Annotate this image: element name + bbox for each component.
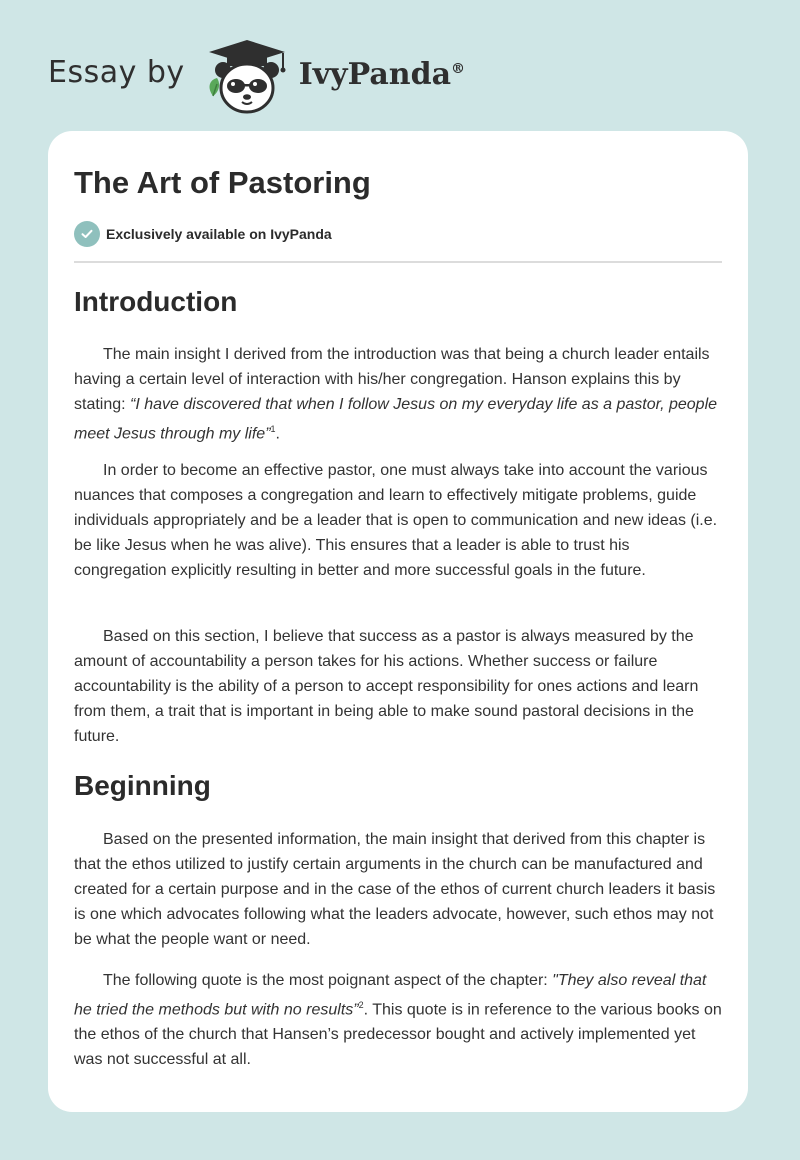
paragraph: Based on the presented information, the main insight that derived from this chapter is that the ethos utilized to justify certain arguments in the church can be manufactured and created for a certain purpose and in the case of the ethos of current church leaders it basis is one which advocates following what the leaders advocate, however, such ethos may not be what the people want or need. (74, 831, 716, 948)
quote: "They also reveal that he tried the methods but with no results” (74, 972, 707, 1019)
site-header (48, 36, 465, 116)
checkmark-icon (74, 221, 100, 247)
section-heading-beginning: Beginning (74, 770, 211, 801)
quote: “I have discovered that when I follow Jesus on my everyday life as a pastor, people meet Jesus through my life” (74, 396, 718, 443)
panda-logo-icon[interactable] (199, 36, 295, 116)
brand-name[interactable]: IvyPanda® (298, 56, 466, 92)
exclusive-badge (74, 221, 332, 247)
paragraph: Based on this section, I believe that success as a pastor is always measured by the amount of accountability a person takes for his actions. Whether success or failure accountability is the ability of a person to accept responsibility for ones actions and learn from them, a trait that is important in being able to make sound pastoral decisions in the future. (74, 628, 699, 745)
essay-by-label: Essay by (48, 54, 185, 90)
divider (74, 261, 722, 263)
footnote-ref[interactable]: 2 (358, 1000, 364, 1010)
article-title: The Art of Pastoring (74, 165, 371, 200)
registered-mark: ® (451, 60, 466, 77)
paragraph: The following quote is the most poignant aspect of the chapter: "They also reveal that he tried the methods but with no results”$^2$. This quote is in reference to the various books on the ethos of the church that Hansen’s predecessor bought and actively implemented yet was not successful at all. (74, 972, 722, 1069)
paragraph: In order to become an effective pastor, one must always take into account the various nuances that composes a congregation and learn to effectively mitigate problems, guide individuals appropriately and be a leader that is open to communication and new ideas (i.e. be like Jesus when he was alive). This ensures that a leader is able to trust his congregation explicitly resulting in better and more successful goals in the future. (74, 462, 718, 579)
footnote-ref[interactable]: 1 (270, 424, 276, 434)
article-card (48, 131, 748, 1112)
paragraph: The main insight I derived from the introduction was that being a church leader entails having a certain level of interaction with his/her congregation. Hanson explains this by stating: “I have discovered that when I follow Jesus on my everyday life as a pastor, people meet Jesus through my life”$^1$. (74, 346, 718, 443)
section-heading-introduction: Introduction (74, 286, 238, 317)
exclusive-label: Exclusively available on IvyPanda (106, 226, 332, 242)
